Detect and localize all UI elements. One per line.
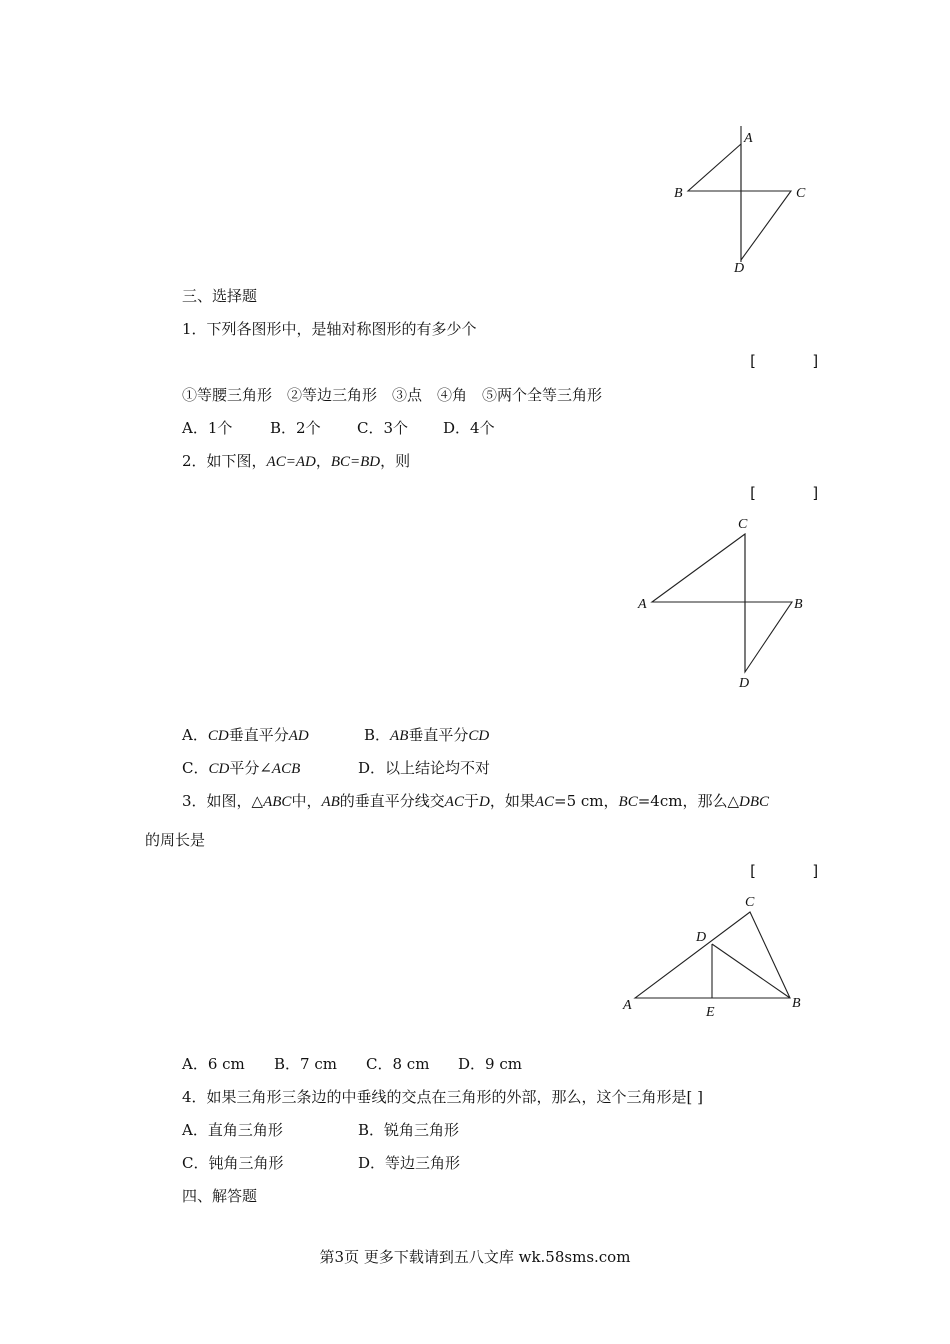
q3-answer-bracket: [ ] [748, 862, 821, 880]
label-D: D [696, 930, 707, 945]
label-D: D [734, 261, 745, 276]
q1-items: ①等腰三角形 ②等边三角形 ③点 ④角 ⑤两个全等三角形 [182, 386, 603, 404]
q2-stem-sep: ， [315, 452, 331, 470]
q2-options-row-1 [182, 725, 489, 746]
q4-option-a[interactable]: A．直角三角形 [182, 1121, 283, 1139]
q2-stem-suffix: ，则 [380, 452, 411, 470]
q3-option-d[interactable]: D．9 cm [458, 1055, 522, 1073]
label-E: E [706, 1005, 715, 1020]
q1-option-b[interactable]: B．2个 [270, 419, 321, 437]
q1-stem: 1．下列各图形中，是轴对称图形的有多少个 [182, 320, 477, 338]
q2-option-d[interactable]: D．以上结论均不对 [358, 759, 491, 777]
figure-kite-1 [670, 120, 820, 280]
q2-stem [182, 451, 410, 472]
q1-options [182, 418, 495, 438]
q2-option-b[interactable]: B．AB垂直平分CD [364, 726, 490, 744]
q4-option-b[interactable]: B．锐角三角形 [358, 1121, 460, 1139]
q1-answer-bracket: [ ] [748, 352, 821, 370]
label-D: D [739, 676, 750, 691]
q2-cond-2: BC=BD [330, 454, 381, 470]
q2-options-row-2 [182, 758, 490, 779]
kite-outline [688, 144, 791, 260]
segment-db [712, 944, 790, 998]
q1-option-c[interactable]: C．3个 [357, 419, 409, 437]
q2-cond-1: AC=AD [266, 454, 316, 470]
label-C: C [745, 895, 755, 910]
figure-triangle-3 [620, 890, 820, 1025]
label-B: B [792, 996, 801, 1011]
page-footer: 第3页 更多下载请到五八文库 wk.58sms.com [319, 1248, 631, 1266]
q4-options-row-1 [182, 1120, 459, 1140]
section-3-title: 三、选择题 [182, 287, 258, 305]
q2-stem-prefix: 2．如下图， [182, 452, 267, 470]
kite-outline [652, 534, 792, 672]
label-A: A [638, 597, 647, 612]
q3-stem-line-2: 的周长是 [145, 831, 206, 849]
label-B: B [674, 186, 683, 201]
label-A: A [744, 131, 753, 146]
figure-kite-2 [630, 510, 820, 695]
label-B: B [794, 597, 803, 612]
q3-option-a[interactable]: A．6 cm [182, 1055, 245, 1073]
q3-options [182, 1054, 522, 1074]
q3-stem-line-1: 3．如图，△ABC中，AB的垂直平分线交AC于D，如果AC=5 cm，BC=4cm，那么△DBC [182, 792, 769, 810]
q3-option-c[interactable]: C．8 cm [366, 1055, 430, 1073]
label-A: A [623, 998, 632, 1013]
q3-option-b[interactable]: B．7 cm [274, 1055, 337, 1073]
label-C: C [738, 517, 748, 532]
q2-option-c[interactable]: C．CD平分∠ACB [182, 759, 301, 777]
q4-option-d[interactable]: D．等边三角形 [358, 1154, 461, 1172]
q4-stem: 4．如果三角形三条边的中垂线的交点在三角形的外部，那么，这个三角形是[ ] [182, 1088, 704, 1106]
q2-option-a[interactable]: A．CD垂直平分AD [182, 726, 309, 744]
q4-options-row-2 [182, 1153, 460, 1173]
section-4-title: 四、解答题 [182, 1187, 258, 1205]
q2-answer-bracket: [ ] [748, 484, 821, 502]
label-C: C [796, 186, 806, 201]
q1-option-d[interactable]: D．4个 [443, 419, 495, 437]
q4-option-c[interactable]: C．钝角三角形 [182, 1154, 284, 1172]
q1-option-a[interactable]: A．1个 [182, 419, 233, 437]
